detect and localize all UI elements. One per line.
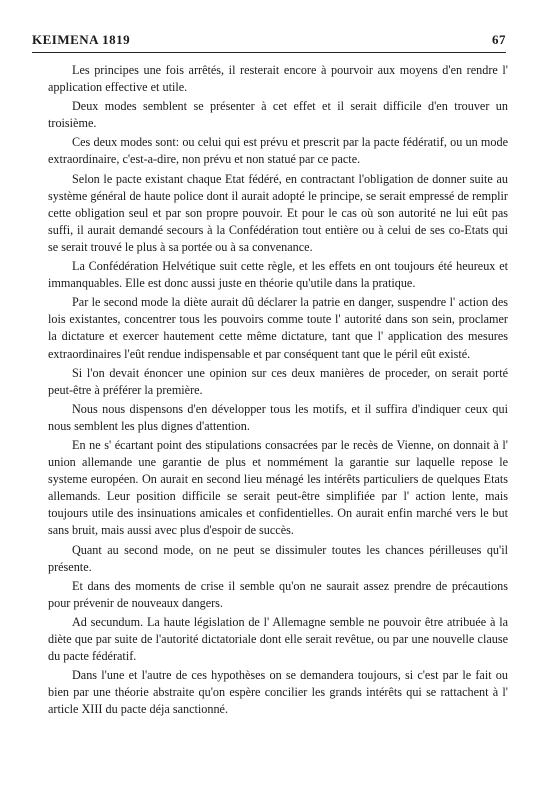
paragraph: Selon le pacte existant chaque Etat fédéré, en contractant l'obligation de donner suite au système général de haute police dont il aurait adopté le principe, se serait empressé de remplir cette obligation seul et par son propre pouvoir. Et pour le cas où son autorité ne lui eût pas suffi, il aurait demandé secours à la Confédération tout entière ou à celui de ses co-Etats qui se serait trouvé le plus à sa portée ou à sa convenance.: [48, 171, 508, 254]
paragraph: Dans l'une et l'autre de ces hypothèses on se demandera toujours, si c'est par le fait ou bien par une théorie abstraite qu'on espère concilier les grands intérêts qui se rattachent à l' article XIII du pacte déja sanctionné.: [48, 668, 508, 717]
paragraph: Les principes une fois arrêtés, il resterait encore à pourvoir aux moyens d'en rendre l' application effective et utile.: [48, 63, 508, 95]
running-title: KEIMENA 1819: [32, 32, 131, 47]
header-rule: [32, 52, 506, 53]
paragraph: Quant au second mode, on ne peut se dissimuler toutes les chances périlleuses qu'il présente.: [48, 542, 508, 574]
paragraph: Par le second mode la diète aurait dû déclarer la patrie en danger, suspendre l' action des lois existantes, concentrer tous les pouvoirs comme toute l' autorité dans son sein, proclamer la dictature et exercer hautement cette même dictature, tant que l' application des mesures extraordinaires l'eût rendue indispensable et par conséquent tant que le péril eût existé.: [48, 295, 508, 361]
paragraph: La Confédération Helvétique suit cette règle, et les effets en ont toujours été heureux et immanquables. Elle est donc aussi juste en théorie qu'utile dans la pratique.: [48, 259, 508, 291]
paragraph: Si l'on devait énoncer une opinion sur ces deux manières de proceder, on serait porté peut-être à préférer la première.: [48, 365, 508, 397]
paragraph: En ne s' écartant point des stipulations consacrées par le recès de Vienne, on donnait à l' union allemande une garantie de plus et nommément la garantie sur laquelle repose le systeme européen. On aurait en second lieu ménagé les intérêts particuliers de quelques Etats allemands. Leur position difficile se serait peut-être simplifiée par l' action lente, mais toujours utile des insinuations amicales et confidentielles. On aurait enfin marché vers le but sans bruit, mais aussi avec plus d'espoir de succès.: [48, 437, 508, 538]
page-header: [32, 32, 506, 52]
paragraph: Ad secundum. La haute législation de l' Allemagne semble ne pouvoir être atribuée à la diète que par suite de l'autorité dictatoriale dont elle serait revêtue, ou par une nouvelle clause du pacte fédératif.: [48, 614, 508, 664]
paragraph: Deux modes semblent se présenter à cet effet et il serait difficile d'en trouver un troisième.: [48, 99, 508, 131]
body-text: [48, 62, 508, 720]
paragraph: Nous nous dispensons d'en développer tous les motifs, et il suffira d'indiquer ceux qui nous semblent les plus dignes d'attention.: [48, 401, 508, 433]
page-number: 67: [492, 32, 506, 47]
paragraph: Ces deux modes sont: ou celui qui est prévu et prescrit par la pacte fédératif, ou un mode extraordinaire, c'est-a-dire, non prévu et non statué par ce pacte.: [48, 135, 508, 167]
paragraph: Et dans des moments de crise il semble qu'on ne saurait assez prendre de précautions pour prévenir de nouveaux dangers.: [48, 578, 508, 610]
